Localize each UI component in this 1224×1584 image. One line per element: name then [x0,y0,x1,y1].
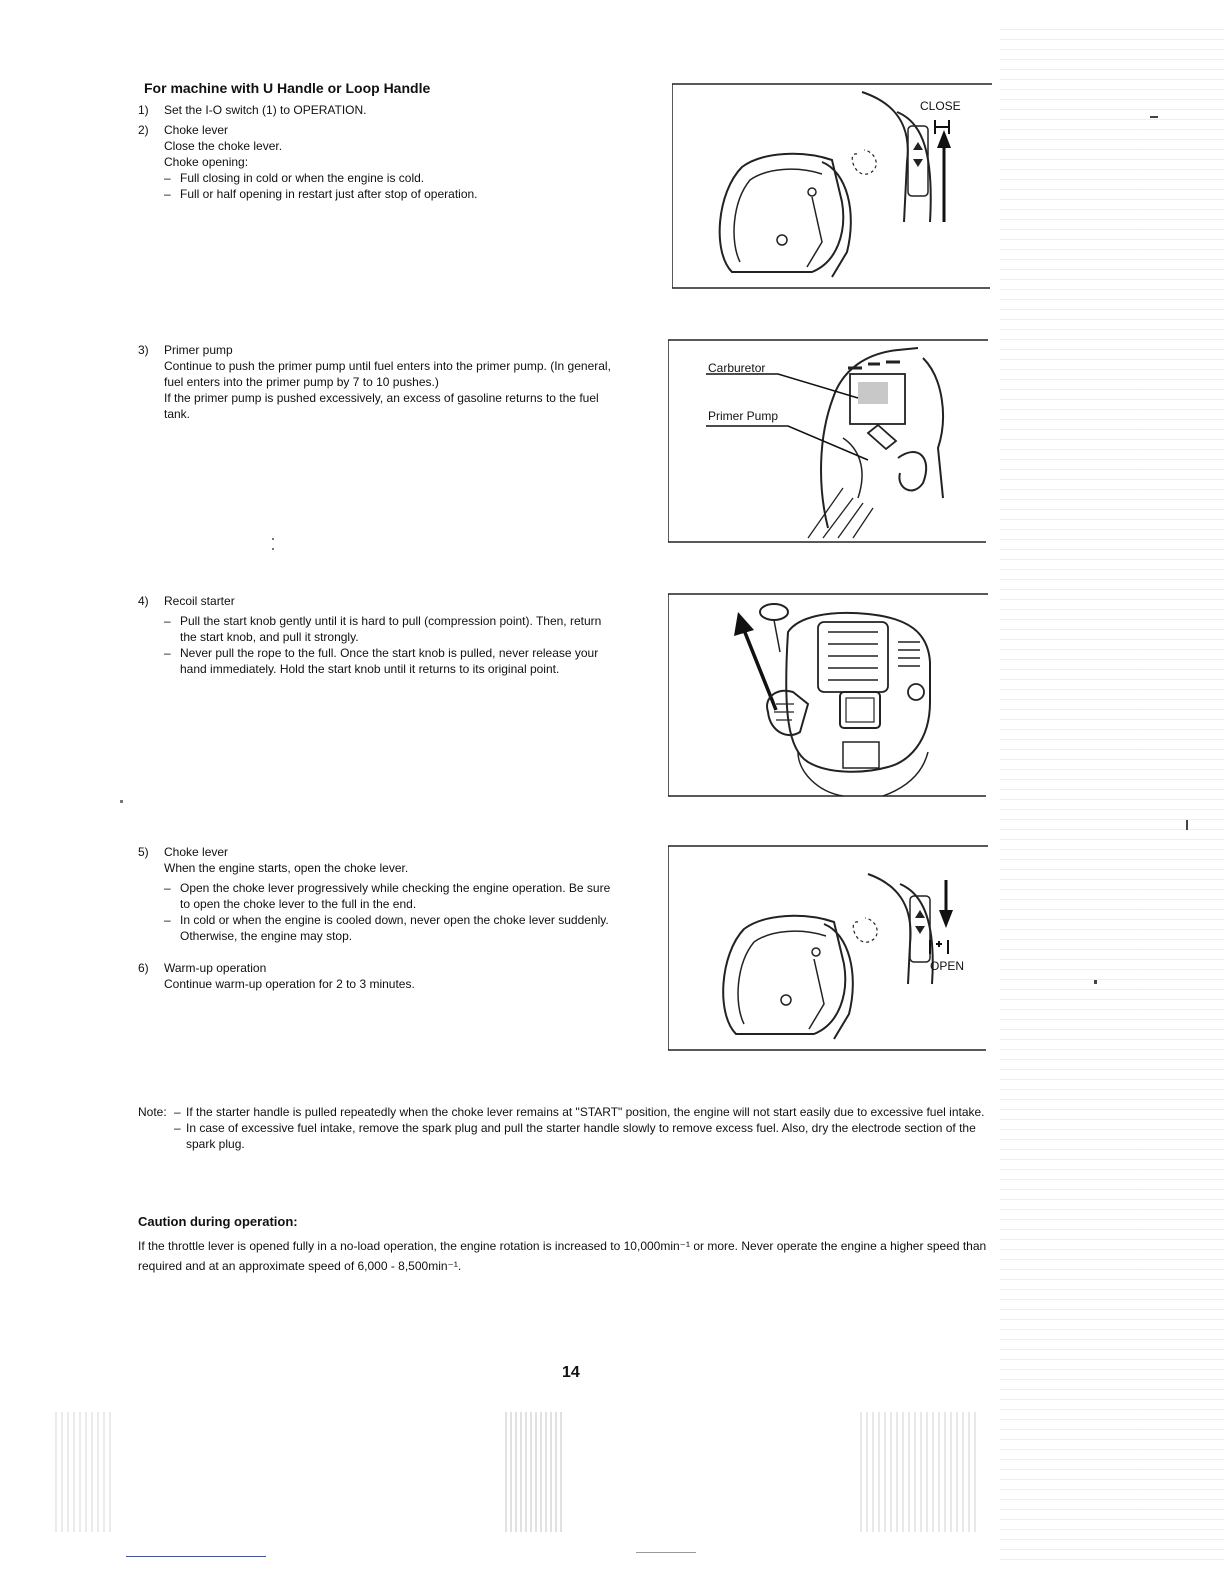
section-heading: For machine with U Handle or Loop Handle [144,80,431,96]
step-number: 2) [138,123,149,137]
note-label: Note: [138,1105,167,1119]
figure-primer-pump [668,338,990,544]
step-bullet: – Full or half opening in restart just after stop of operation. [164,186,628,202]
figure-recoil-starter [668,592,990,798]
step-line: Continue warm-up operation for 2 to 3 minutes. [164,977,415,991]
choke-open-illustration [668,844,990,1052]
step-line: If the primer pump is pushed excessively, an excess of gasoline returns to the fuel tank. [164,391,599,421]
step-number: 1) [138,103,149,117]
step-bullet: – Pull the start knob gently until it is hard to pull (compression point). Then, return the start knob, and pull it strongly. [164,613,608,645]
step-bullet: – Open the choke lever progressively while checking the engine operation. Be sure to open the choke lever to the full in the end. [164,880,618,912]
caution-heading: Caution during operation: [138,1214,298,1229]
open-label: OPEN [930,959,965,973]
figure-choke-close [672,82,994,292]
step-2 [138,122,628,202]
step-number: 3) [138,343,149,357]
step-number: 6) [138,961,149,975]
step-1 [138,102,628,118]
step-line: When the engine starts, open the choke lever. [164,861,409,875]
step-title: Recoil starter [164,594,235,608]
figure-choke-open [668,844,990,1052]
scan-noise-bottom [55,1412,115,1532]
step-number: 4) [138,594,149,608]
step-title: Choke lever [164,123,229,137]
carburetor-label: Carburetor [708,361,766,375]
step-line: Close the choke lever. [164,139,283,153]
scan-edge-line [126,1556,266,1557]
scan-speck [272,538,274,540]
caution-text: If the throttle lever is opened fully in a no-load operation, the engine rotation is increased to 10,000min⁻¹ or more. Never operate the engine a higher speed than required and at an approximate speed of 6,000 - 8,500min⁻¹. [138,1239,987,1273]
scan-noise-bottom [505,1412,565,1532]
step-bullet: – In cold or when the engine is cooled down, never open the choke lever suddenly. Otherwise, the engine may stop. [164,912,618,944]
step-5 [138,844,618,944]
scan-noise-bottom [860,1412,980,1532]
step-3 [138,342,618,422]
recoil-starter-illustration [668,592,990,798]
scan-noise-margin [1000,20,1224,1560]
scan-edge-line [636,1552,696,1553]
note-block [138,1104,988,1152]
page-number: 14 [562,1364,580,1381]
step-title: Warm-up operation [164,961,267,975]
step-bullet: – Full closing in cold or when the engine is cold. [164,170,628,186]
scan-speck [120,800,123,803]
step-title: Set the I-O switch (1) to OPERATION. [164,103,367,117]
primer-pump-label: Primer Pump [708,409,779,423]
step-line: Choke opening: [164,155,249,169]
scan-speck [272,548,274,550]
step-title: Choke lever [164,845,229,859]
step-line: Continue to push the primer pump until fuel enters into the primer pump. (In general, fuel enters into the primer pump by 7 to 10 pushes.) [164,359,611,389]
note-item: – If the starter handle is pulled repeatedly when the choke lever remains at "START" position, the engine will not start easily due to excessive fuel intake. [174,1104,988,1120]
step-bullet: – Never pull the rope to the full. Once the start knob is pulled, never release your hand immediately. Hold the start knob until it returns to its original point. [164,645,608,677]
step-number: 5) [138,845,149,859]
step-6 [138,960,628,992]
close-label: CLOSE [920,99,961,113]
note-item: – In case of excessive fuel intake, remove the spark plug and pull the starter handle slowly to remove excess fuel. Also, dry the electrode section of the spark plug. [174,1120,988,1152]
step-title: Primer pump [164,343,233,357]
step-4 [138,593,608,677]
